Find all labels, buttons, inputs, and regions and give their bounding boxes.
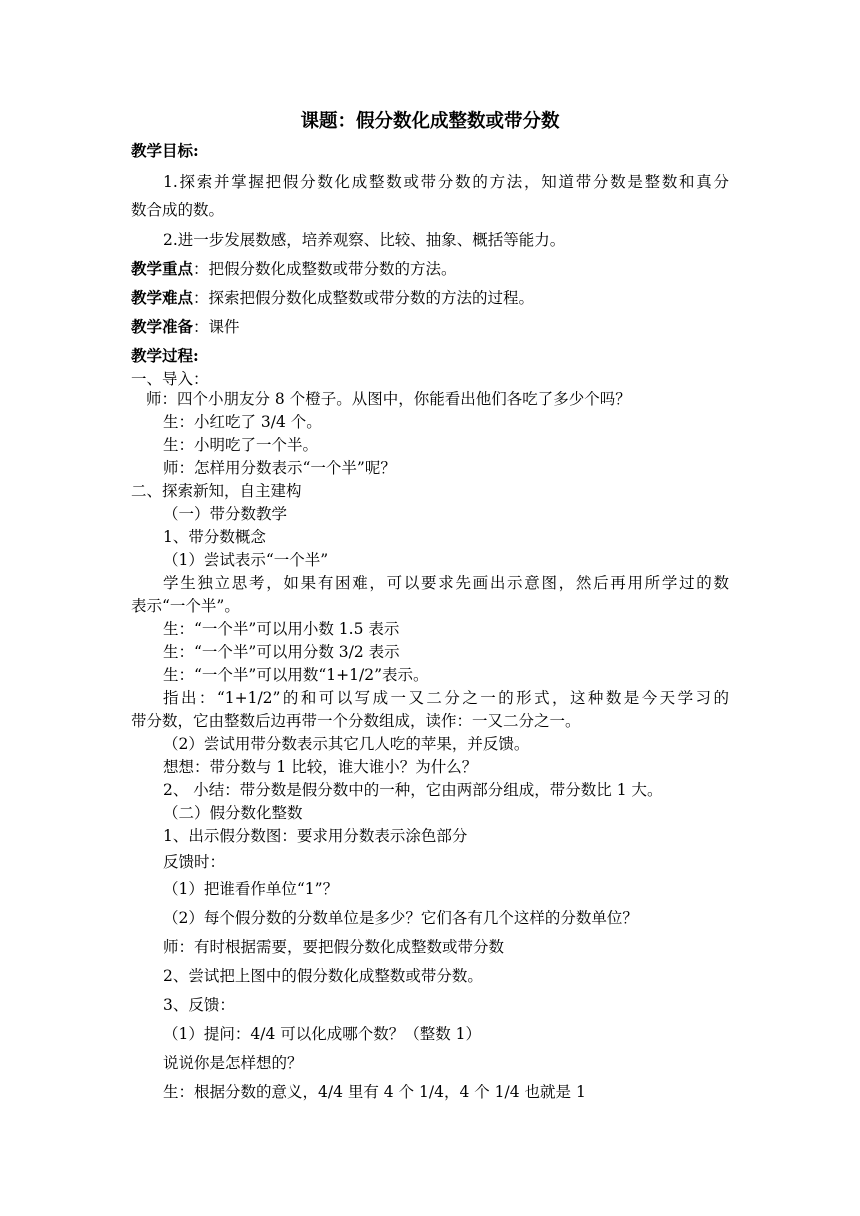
key-point-label: 教学重点 <box>131 259 194 278</box>
process-line: （一）带分数教学 <box>163 505 288 523</box>
preparation-label: 教学准备 <box>131 317 194 336</box>
process-line: （二）假分数化整数 <box>163 804 303 822</box>
process-line: 生：小红吃了 3/4 个。 <box>163 413 322 431</box>
process-line: 一、导入： <box>131 370 209 388</box>
process-line: 想想：带分数与 1 比较，谁大谁小？为什么？ <box>163 758 478 776</box>
process-line: 2、尝试把上图中的假分数化成整数或带分数。 <box>163 967 483 985</box>
objectives-heading: 教学目标: <box>131 141 199 160</box>
process-line: 反馈时： <box>163 853 226 871</box>
preparation <box>131 317 240 337</box>
key-point-text: ：把假分数化成整数或带分数的方法。 <box>193 260 457 278</box>
preparation-text: ：课件 <box>193 318 240 336</box>
difficulty-label: 教学难点 <box>131 288 194 307</box>
process-line: 1、带分数概念 <box>163 528 266 546</box>
process-line: 学生独立思考，如果有困难，可以要求先画出示意图，然后再用所学过的数 <box>163 574 729 592</box>
process-line: 生：“一个半”可以用数“1+1/2”表示。 <box>163 666 429 684</box>
process-line: 生：根据分数的意义，4/4 里有 4 个 1/4，4 个 1/4 也就是 1 <box>163 1083 586 1101</box>
process-line: （2）尝试用带分数表示其它几人吃的苹果，并反馈。 <box>163 735 530 753</box>
process-line: 师：四个小朋友分 8 个橙子。从图中，你能看出他们各吃了多少个吗？ <box>146 390 631 408</box>
objective-1-line-1: 1.探索并掌握把假分数化成整数或带分数的方法，知道带分数是整数和真分 <box>163 173 729 191</box>
process-line: 师：有时根据需要，要把假分数化成整数或带分数 <box>163 938 505 956</box>
difficulty-text: ：探索把假分数化成整数或带分数的方法的过程。 <box>193 289 535 307</box>
process-line: 生：“一个半”可以用分数 3/2 表示 <box>163 643 400 661</box>
lesson-title: 课题：假分数化成整数或带分数 <box>300 111 560 132</box>
process-line: （1）提问：4/4 可以化成哪个数？（整数 1） <box>163 1025 482 1043</box>
process-line: 表示“一个半”。 <box>131 597 240 615</box>
process-line: （1）把谁看作单位“1”？ <box>163 880 339 898</box>
process-line: 生：“一个半”可以用小数 1.5 表示 <box>163 620 400 638</box>
key-point <box>131 259 457 279</box>
process-line: 指出：“1+1/2”的和可以写成一又二分之一的形式，这种数是今天学习的 <box>163 689 729 707</box>
process-line: 二、探索新知，自主建构 <box>131 482 302 500</box>
objective-1-line-2: 数合成的数。 <box>131 201 225 219</box>
process-line: 生：小明吃了一个半。 <box>163 436 319 454</box>
process-line: 说说你是怎样想的？ <box>163 1054 303 1072</box>
process-line: 师：怎样用分数表示“一个半”呢？ <box>163 459 396 477</box>
difficulty <box>131 288 534 308</box>
process-line: 2、 小结：带分数是假分数中的一种，它由两部分组成，带分数比 1 大。 <box>163 781 663 799</box>
process-line: （1）尝试表示“一个半” <box>163 551 329 569</box>
process-line: 带分数，它由整数后边再带一个分数组成，读作：一又二分之一。 <box>131 712 581 730</box>
process-heading: 教学过程: <box>131 346 199 365</box>
process-line: （2）每个假分数的分数单位是多少？它们各有几个这样的分数单位？ <box>163 909 638 927</box>
process-line: 3、反馈： <box>163 996 235 1014</box>
objective-2: 2.进一步发展数感，培养观察、比较、抽象、概括等能力。 <box>163 231 566 249</box>
process-line: 1、出示假分数图：要求用分数表示涂色部分 <box>163 827 468 845</box>
